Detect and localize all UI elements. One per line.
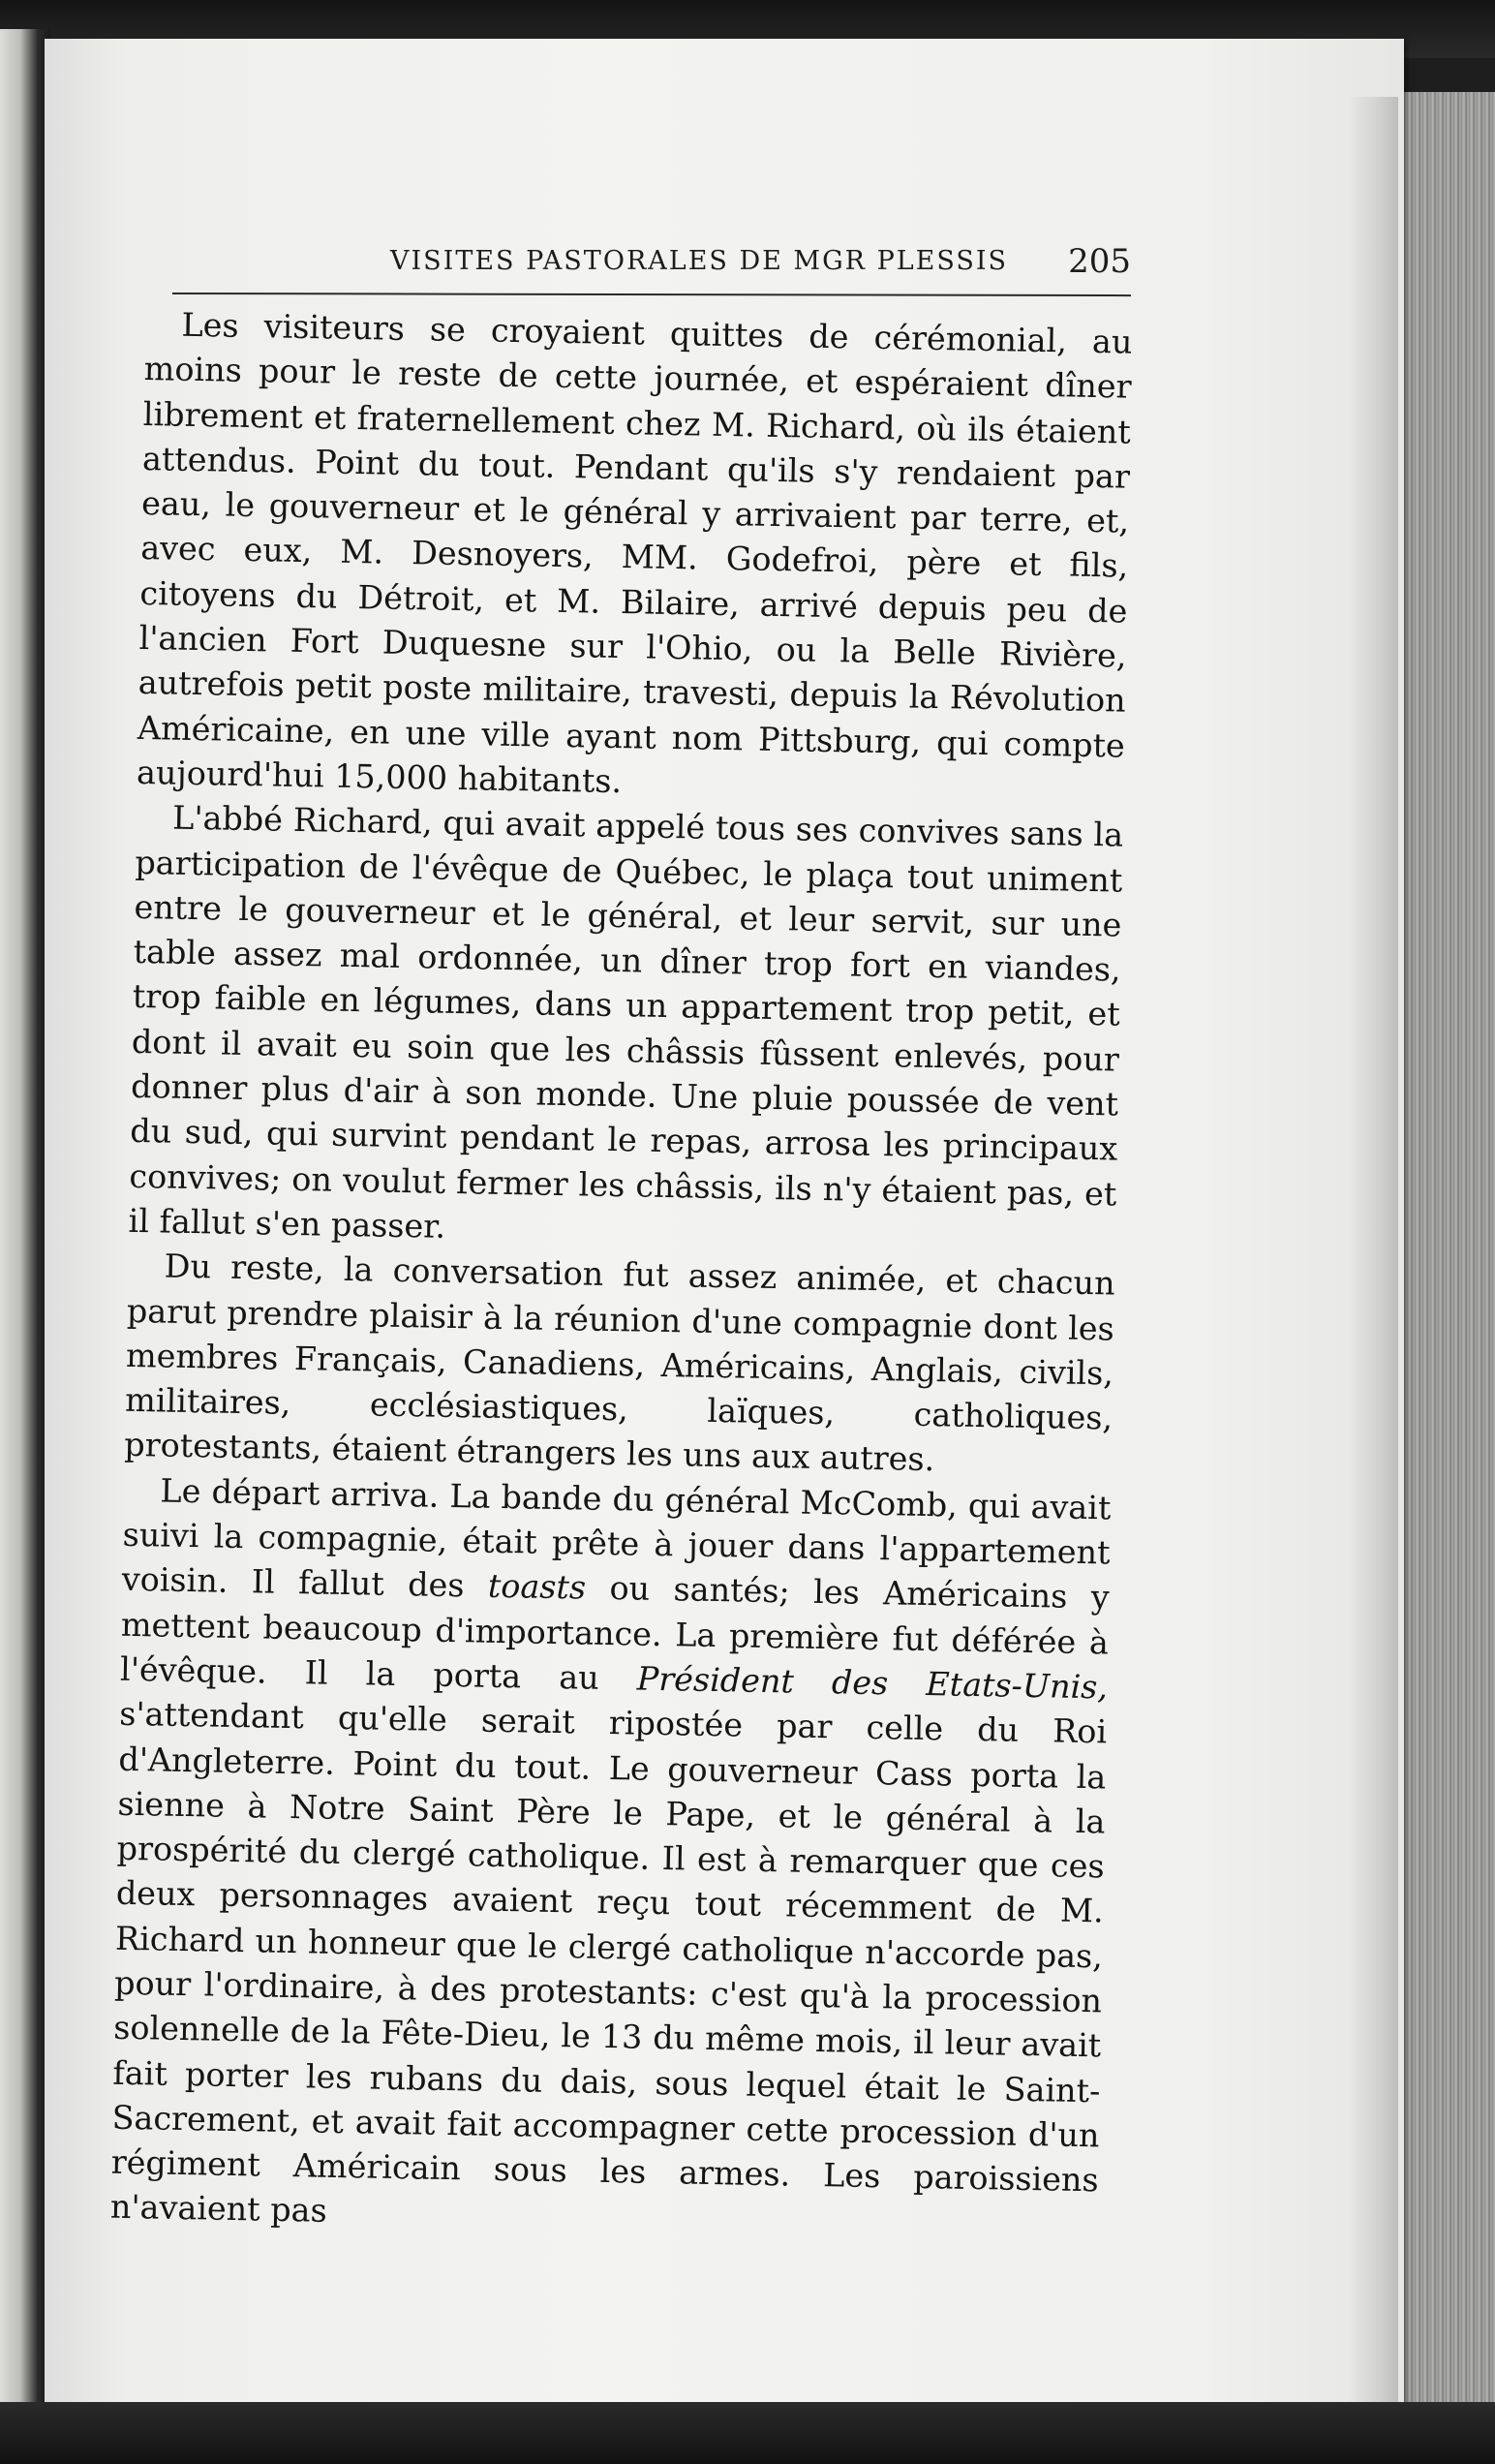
italic-president: Président des Etats-Unis, [636, 1659, 1109, 1707]
paragraph-4-part-a: Le départ arriva. La bande du général McComb, qui avait suivi la compagnie, était prête à jouer dans l'appartement voisin. Il fallut des [121, 1471, 1112, 1606]
page-edge-inner [1348, 97, 1398, 2421]
paragraph-4 [110, 1468, 1112, 2249]
italic-toasts: toasts [487, 1567, 587, 1607]
paragraph-4-part-b: ou santés; les Américains y mettent beaucoup d'importance. La première fut déférée à l'évêque. Il la porta au [119, 1568, 1111, 1698]
page-number: 205 [1068, 242, 1131, 281]
paragraph-2: L'abbé Richard, qui avait appelé tous ses convives sans la participation de l'évêque de Québec, le plaça tout uniment entre le gouverneur et le général, et leur servit, sur une table assez mal ordonnée, un dîner trop fort en viandes, trop faible en légumes, dans un appartement trop petit, et dont il avait eu soin que les châssis fûssent enlevés, pour donner plus d'air à son monde. Une pluie poussée de vent du sud, qui survint pendant le repas, arrosa les principaux convives; on voulut fermer les châssis, ils n'y étaient pas, et il fallut s'en passer. [128, 798, 1124, 1246]
body-text [110, 302, 1133, 2248]
scanner-background-bottom [0, 2402, 1495, 2464]
page-header [172, 240, 1141, 289]
paragraph-4-part-c: s'attendant qu'elle serait ripostée par celle du Roi d'Angleterre. Point du tout. Le gouverneur Cass porta la sienne à Notre Saint Père le Pape, et le général à la prospérité du clergé catholique. Il est à remarquer que ces deux personnages avaient reçu tout récemment de M. Richard un honneur que le clergé catholique n'accorde pas, pour l'ordinaire, à des protestants: c'est qu'à la procession solennelle de la Fête-Dieu, le 13 du même mois, il leur avait fait porter les rubans du dais, sous lequel était le Saint-Sacrement, et avait fait accompagner cette procession d'un régiment Américain sous les armes. Les paroissiens n'avaient pas [109, 1694, 1108, 2231]
paragraph-1: Les visiteurs se croyaient quittes de cérémonial, au moins pour le reste de cette journée, et espéraient dîner librement et fraternellement chez M. Richard, où ils étaient attendus. Point du tout. Pendant qu'ils s'y rendaient par eau, le gouverneur et le général y arrivaient par terre, et, avec eux, M. Desnoyers, MM. Godefroi, père et fils, citoyens du Détroit, et M. Bilaire, arrivé depuis peu de l'ancien Fort Duquesne sur l'Ohio, ou la Belle Rivière, autrefois petit poste militaire, travesti, depuis la Révolution Américaine, en une ville ayant nom Pittsburg, qui compte aujourd'hui 15,000 habitants. [136, 305, 1133, 801]
book-binding-left [0, 29, 50, 2412]
paragraph-3: Du reste, la conversation fut assez animée, et chacun parut prendre plaisir à la réunion d'une compagnie dont les membres Français, Canadiens, Américains, Anglais, civils, militaires, ecclésiastiques, laïques, catholiques, protestants, étaient étrangers les uns aux autres. [124, 1247, 1115, 1479]
running-head: VISITES PASTORALES DE MGR PLESSIS [390, 246, 1009, 276]
page-edges-stack [1392, 92, 1495, 2436]
